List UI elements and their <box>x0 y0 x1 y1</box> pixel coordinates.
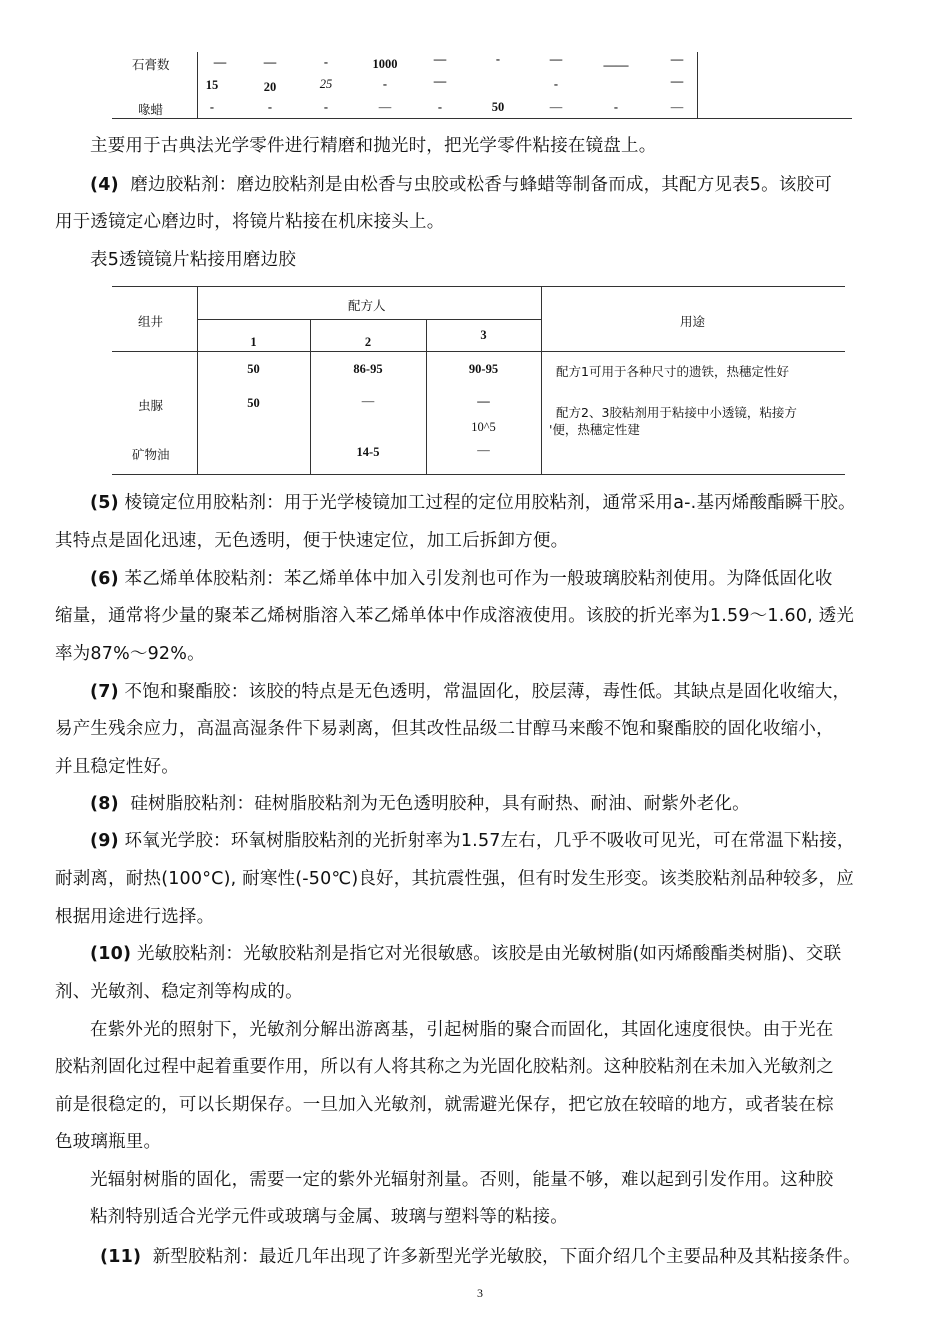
paragraph-7-cont: 并且稳定性好。 <box>55 757 179 777</box>
table5-bottom-rule <box>112 474 845 475</box>
table4-row-label-wax: 喙蜡 <box>138 102 164 117</box>
paragraph-6-cont: 缩量，通常将少量的聚苯乙烯树脂溶入苯乙烯单体中作成溶液使用。该胶的折光率为1.59〜1.60, 透光 <box>55 606 855 626</box>
paragraph-radiation-cont: 粘剂特别适合光学元件或玻璃与金属、玻璃与塑料等的粘接。 <box>90 1207 568 1227</box>
paragraph-uv-cont: 前是很稳定的，可以长期保存。一旦加入光敏剂，就需避光保存，把它放在较暗的地方，或者装在棕 <box>55 1095 834 1115</box>
paragraph-text: 苯乙烯单体胶粘剂：苯乙烯单体中加入引发剂也可作为一般玻璃胶粘剂使用。为降低固化收 <box>124 569 833 589</box>
page-number: 3 <box>477 1286 483 1300</box>
table5-header-use: 用途 <box>680 314 706 329</box>
item-number: (4) <box>90 175 119 195</box>
paragraph-7 <box>90 678 850 703</box>
item-number: (9) <box>90 831 119 851</box>
paragraph-text: 硅树脂胶粘剂：硅树脂胶粘剂为无色透明胶种，具有耐热、耐油、耐紫外老化。 <box>130 794 750 814</box>
table4-col-rule <box>697 52 698 118</box>
table5-cell: 14-5 <box>356 445 380 459</box>
table5-cell: — <box>477 443 490 457</box>
table4-cell: — <box>433 74 447 88</box>
table5-cell: 90-95 <box>468 362 499 376</box>
table5-top-rule <box>112 286 845 287</box>
table4-cell: — <box>670 100 684 114</box>
table5-col-header: 2 <box>364 335 372 349</box>
paragraph-6-cont: 率为87%〜92%。 <box>55 644 205 664</box>
paragraph-uv: 在紫外光的照射下，光敏剂分解出游离基，引起树脂的聚合而固化，其固化速度很快。由于光在 <box>90 1020 834 1040</box>
paragraph-8 <box>90 790 750 815</box>
table4-cell: - <box>495 52 501 66</box>
paragraph-text: 磨边胶粘剂：磨边胶粘剂是由松香与虫胶或松香与蜂蜡等制备而成，其配方见表5。该胶可 <box>130 175 832 195</box>
paragraph-9 <box>90 827 855 852</box>
table5-cell: 86-95 <box>353 362 383 376</box>
paragraph-text: 环氧光学胶：环氧树脂胶粘剂的光折射率为1.57左右，几乎不吸收可见光，可在常温下粘接， <box>124 831 855 851</box>
table4-cell: — <box>670 52 684 66</box>
paragraph-10 <box>90 940 841 965</box>
table4-row-label-gypsum: 石膏数 <box>132 57 170 72</box>
item-number: (7) <box>90 682 119 702</box>
table4-cell: 50 <box>491 100 505 114</box>
paragraph-9-cont: 根据用途进行选择。 <box>55 907 215 927</box>
table4-cell: — <box>378 100 392 114</box>
table4-cell: — <box>263 55 277 69</box>
table4-cell: —— <box>603 58 629 72</box>
item-number: (8) <box>90 794 119 814</box>
item-number: (11) <box>100 1247 142 1267</box>
paragraph-text: 不饱和聚酯胶：该胶的特点是无色透明，常温固化，胶层薄，毒性低。其缺点是固化收缩大， <box>124 682 851 702</box>
table5-cell: 50 <box>247 396 260 410</box>
paragraph-10-cont: 剂、光敏剂、稳定剂等构成的。 <box>55 982 303 1002</box>
table5-col-rule <box>197 286 198 474</box>
table5-use-text: '便，热穗定性建 <box>549 422 640 437</box>
table4-cell: 15 <box>205 78 219 92</box>
table4-cell: — <box>549 100 563 114</box>
paragraph-7-cont: 易产生残余应力，高温高湿条件下易剥离，但其改性品级二甘醇马来酸不饱和聚酯胶的固化收缩小， <box>55 719 834 739</box>
paragraph-9-cont: 耐剥离，耐热(100°C), 耐寒性(-50℃)良好，其抗震性强，但有时发生形变。该类胶粘剂品种较多，应 <box>55 869 854 889</box>
table5-header-group: 组井 <box>138 314 164 329</box>
paragraph-5 <box>90 489 856 514</box>
table4-cell: 25 <box>319 77 333 91</box>
paragraph-radiation: 光辐射树脂的固化，需要一定的紫外光辐射剂量。否则，能量不够，难以起到引发作用。这种胶 <box>90 1170 834 1190</box>
paragraph-uv-cont: 色玻璃瓶里。 <box>55 1132 162 1152</box>
table5-cell: 10^5 <box>471 420 496 434</box>
table5-use-text: 配方1可用于各种尺寸的遗铁，热穗定性好 <box>556 364 789 379</box>
paragraph-5-cont: 其特点是固化迅速，无色透明，便于快速定位，加工后拆卸方便。 <box>55 531 569 551</box>
table4-cell: — <box>670 74 684 88</box>
table4-cell: - <box>553 77 559 91</box>
paragraph-uv-cont: 胶粘剂固化过程中起着重要作用，所以有人将其称之为光固化胶粘剂。这种胶粘剂在未加入光敏剂之 <box>55 1057 834 1077</box>
table5-caption: 表5透镜镜片粘接用磨边胶 <box>90 250 297 270</box>
item-number: (10) <box>90 944 132 964</box>
paragraph-usage: 主要用于古典法光学零件进行精磨和抛光时，把光学零件粘接在镜盘上。 <box>90 136 657 156</box>
table4-cell: - <box>209 100 215 114</box>
table5-row-label: 虫脲 <box>138 398 164 413</box>
table5-header-formula: 配方人 <box>348 298 386 313</box>
table4-cell: 20 <box>263 80 277 94</box>
table5-cell: — <box>477 394 490 408</box>
table5-col-header: 3 <box>480 328 487 342</box>
paragraph-text: 光敏胶粘剂：光敏胶粘剂是指它对光很敏感。该胶是由光敏树脂(如丙烯酸酯类树脂)、交联 <box>136 944 842 964</box>
table5-col-header: 1 <box>250 335 257 349</box>
table4-cell: - <box>323 55 329 69</box>
paragraph-text: 新型胶粘剂：最近几年出现了许多新型光学光敏胶，下面介绍几个主要品种及其粘接条件。 <box>152 1247 861 1267</box>
item-number: (6) <box>90 569 119 589</box>
item-number: (5) <box>90 493 119 513</box>
table5-use-text: 配方2、3胶粘剂用于粘接中小透镜，粘接方 <box>556 405 797 420</box>
paragraph-11 <box>100 1243 861 1268</box>
table4-cell: - <box>437 100 443 114</box>
table5-subheader-rule <box>197 319 541 320</box>
table5-cell: 50 <box>247 362 260 376</box>
table5-row-label: 矿物油 <box>132 447 170 462</box>
paragraph-6 <box>90 565 833 590</box>
table5-cell: — <box>361 394 375 408</box>
paragraph-4 <box>90 171 832 196</box>
table5-col-rule <box>541 286 542 474</box>
table4-cell: 1000 <box>372 57 398 71</box>
table5-header-rule <box>112 351 845 352</box>
paragraph-text: 棱镜定位用胶粘剂：用于光学棱镜加工过程的定位用胶粘剂，通常采用a-.基丙烯酸酯瞬干胶。 <box>124 493 856 513</box>
table4-cell: - <box>613 100 619 114</box>
table4-cell: - <box>267 100 273 114</box>
paragraph-4-cont: 用于透镜定心磨边时，将镜片粘接在机床接头上。 <box>55 212 445 232</box>
table4-bottom-rule <box>112 118 852 119</box>
table4-cell: - <box>382 77 388 91</box>
table4-cell: — <box>213 55 227 69</box>
table4-cell: — <box>433 52 447 66</box>
table4-cell: — <box>549 52 563 66</box>
table4-cell: - <box>323 100 329 114</box>
